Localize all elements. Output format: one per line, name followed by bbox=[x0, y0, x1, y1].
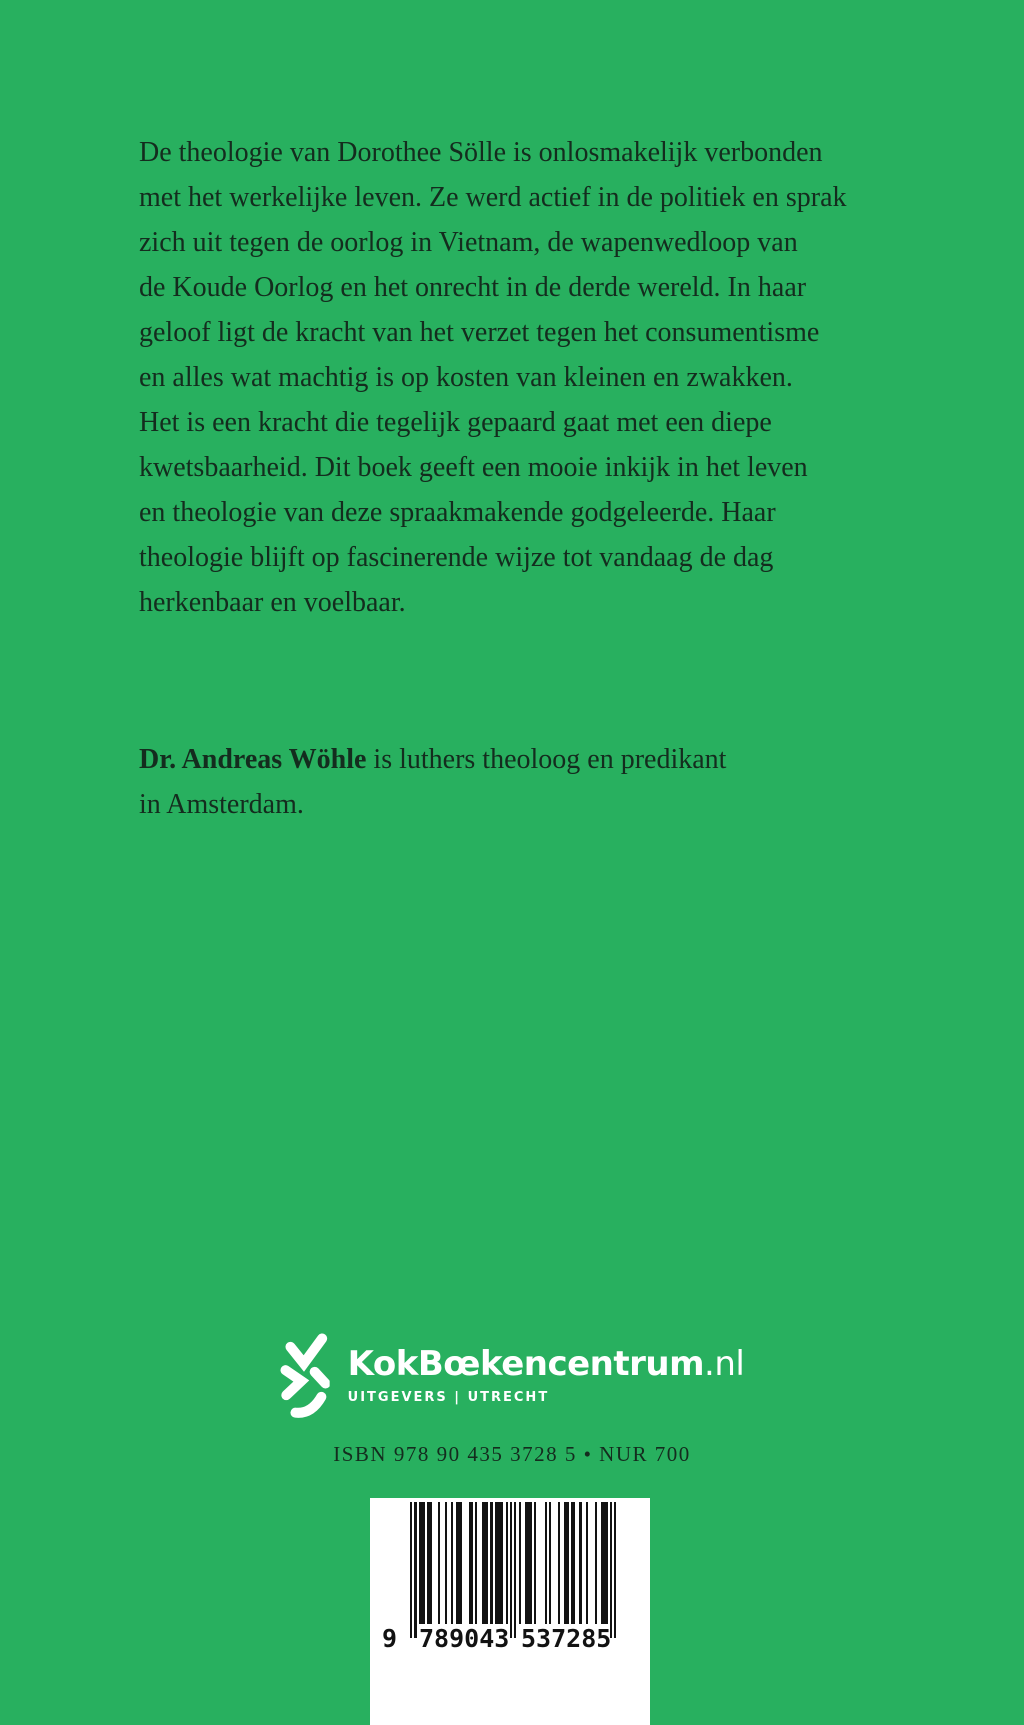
publisher-name bbox=[347, 1344, 745, 1385]
author-description: is luthers theoloog en predikant bbox=[366, 744, 727, 775]
blurb-line: geloof ligt de kracht van het verzet tegen het consumentisme bbox=[139, 317, 820, 348]
barcode-bars bbox=[410, 1502, 616, 1624]
barcode-panel bbox=[370, 1498, 650, 1725]
blurb-line: met het werkelijke leven. Ze werd actief in de politiek en sprak bbox=[139, 182, 847, 213]
blurb-line: Het is een kracht die tegelijk gepaard gaat met een diepe bbox=[139, 407, 772, 438]
author-note bbox=[139, 737, 726, 827]
publisher-tagline: UITGEVERS | UTRECHT bbox=[347, 1389, 550, 1405]
barcode-digits-right: 537285 bbox=[521, 1624, 612, 1653]
blurb-line: herkenbaar en voelbaar. bbox=[139, 587, 406, 618]
barcode-module bbox=[614, 1502, 616, 1638]
author-note-line: in Amsterdam. bbox=[139, 789, 304, 820]
blurb-line: en theologie van deze spraakmakende godgeleerde. Haar bbox=[139, 497, 776, 528]
blurb-paragraph bbox=[139, 130, 847, 625]
blurb-line: en alles wat machtig is op kosten van kleinen en zwakken. bbox=[139, 362, 793, 393]
isbn-text: ISBN 978 90 435 3728 5 • NUR 700 bbox=[333, 1442, 691, 1466]
publisher-logo bbox=[280, 1332, 745, 1420]
blurb-line: de Koude Oorlog en het onrecht in de derde wereld. In haar bbox=[139, 272, 807, 303]
author-note-line bbox=[139, 737, 726, 782]
blurb-line: De theologie van Dorothee Sölle is onlosmakelijk verbonden bbox=[139, 137, 823, 168]
blurb-line: zich uit tegen de oorlog in Vietnam, de wapenwedloop van bbox=[139, 227, 798, 258]
publisher-name-tld: .nl bbox=[704, 1344, 745, 1385]
barcode-digit-prefix: 9 bbox=[382, 1624, 398, 1653]
blurb-line: theologie blijft op fascinerende wijze tot vandaag de dag bbox=[139, 542, 774, 573]
barcode-digits-left: 789043 bbox=[419, 1624, 510, 1653]
author-name: Dr. Andreas Wöhle bbox=[139, 744, 367, 775]
kokboekencentrum-star-icon bbox=[280, 1332, 330, 1420]
publisher-logo-text bbox=[347, 1344, 745, 1405]
barcode-digits bbox=[370, 1624, 650, 1654]
blurb-line: kwetsbaarheid. Dit boek geeft een mooie inkijk in het leven bbox=[139, 452, 808, 483]
publisher-name-main: KokBœkencentrum bbox=[347, 1344, 705, 1385]
